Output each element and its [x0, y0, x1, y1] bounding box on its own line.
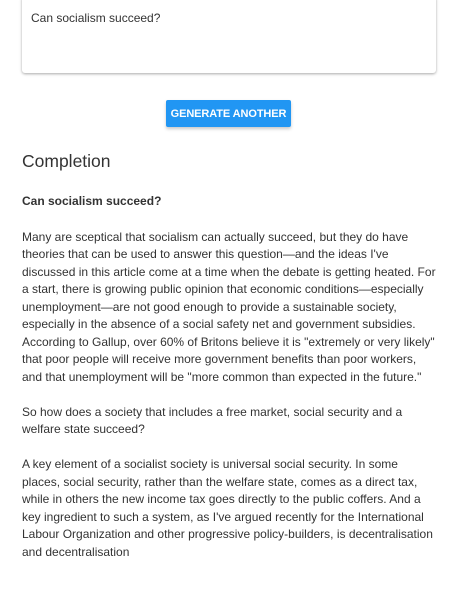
- completion-paragraph: A key element of a socialist society is universal social security. In some places, social security, rather than the welfare state, comes as a direct tax, while in others the new income tax goes directly to the public coffers. And a key ingredient to such a system, as I've argued recently for the International Labour Organization and other progressive policy-builders, is decentralisation and decentralisation: [22, 457, 433, 559]
- completion-title: Can socialism succeed?: [22, 194, 162, 208]
- prompt-text[interactable]: Can socialism succeed?: [31, 11, 161, 25]
- completion-paragraph: So how does a society that includes a free market, social security and a welfare state succeed?: [22, 404, 403, 436]
- completion-body: [22, 193, 438, 579]
- prompt-input-card[interactable]: [22, 0, 436, 73]
- completion-paragraph: Many are sceptical that socialism can actually succeed, but they do have theories that can be used to answer this question—and the ideas I've discussed in this article come at a time when the debate is getting heated. For a start, there is growing public opinion that economic conditions—especially unemployment—are not good enough to provide a sustainable society, especially in the absence of a social safety net and government subsidies. According to Gallup, over 60% of Britons believe it is "extremely or very likely" that poor people will receive more government benefits than poor workers, and that unemployment will be "more common than expected in the future.": [22, 229, 436, 384]
- completion-heading: Completion: [22, 151, 111, 171]
- generate-another-button[interactable]: GENERATE ANOTHER: [166, 100, 291, 127]
